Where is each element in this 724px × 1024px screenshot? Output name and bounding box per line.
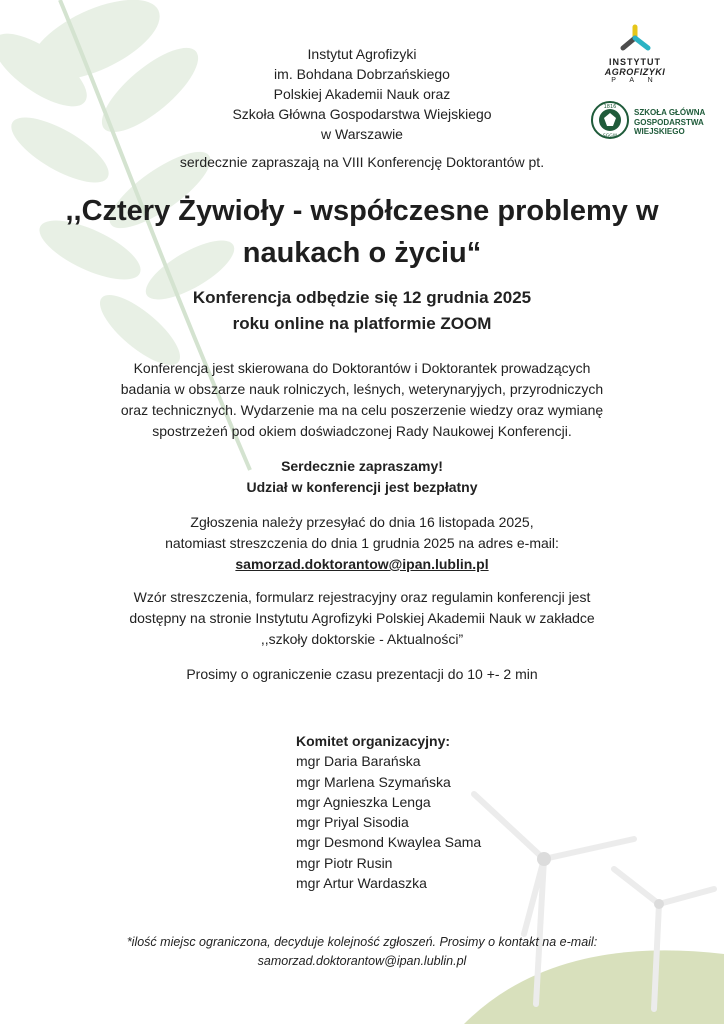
conference-title bbox=[0, 190, 724, 274]
conference-date bbox=[0, 285, 724, 337]
committee-member: mgr Desmond Kwaylea Sama bbox=[296, 834, 482, 851]
submissions-line: Zgłoszenia należy przesyłać do dnia 16 listopada 2025, bbox=[190, 514, 534, 530]
invitation-line: Serdecznie zapraszamy! bbox=[281, 458, 443, 474]
logo-line: INSTYTUT bbox=[609, 57, 661, 67]
contact-email-link[interactable]: samorzad.doktorantow@ipan.lublin.pl bbox=[235, 556, 489, 572]
header-line: w Warszawie bbox=[321, 126, 403, 142]
subtitle-line: roku online na platformie ZOOM bbox=[232, 314, 492, 333]
sggw-year: 1816 bbox=[603, 104, 617, 110]
materials-line: ,,szkoły doktorskie - Aktualności” bbox=[260, 631, 464, 647]
wind-turbines-decoration bbox=[464, 784, 724, 1024]
invitation-line: serdecznie zapraszają na VIII Konferencję Doktorantów pt. bbox=[179, 154, 545, 170]
logo-line: P A N bbox=[611, 77, 659, 84]
submissions-line: natomiast streszczenia do dnia 1 grudnia 2025 na adres e-mail: bbox=[165, 535, 559, 551]
agrofizyki-emblem-icon bbox=[615, 24, 655, 52]
materials-line: dostępny na stronie Instytutu Agrofizyki Polskiej Akademii Nauk w zakładce bbox=[129, 610, 595, 626]
footnote bbox=[0, 933, 724, 971]
organizing-committee bbox=[296, 731, 481, 893]
materials-paragraph bbox=[0, 587, 724, 650]
header-line: Polskiej Akademii Nauk oraz bbox=[273, 86, 451, 102]
committee-member: mgr Priyal Sisodia bbox=[296, 814, 409, 831]
sggw-name-line: WIEJSKIEGO bbox=[634, 127, 685, 136]
instytut-agrofizyki-logo bbox=[590, 24, 680, 84]
sggw-name bbox=[634, 108, 705, 137]
committee-member: mgr Agnieszka Lenga bbox=[296, 793, 431, 810]
subtitle-line: Konferencja odbędzie się 12 grudnia 2025 bbox=[192, 288, 532, 307]
committee-member: mgr Piotr Rusin bbox=[296, 854, 393, 871]
logo-line: AGROFIZYKI bbox=[604, 67, 666, 77]
invitation-line: Udział w konferencji jest bezpłatny bbox=[246, 479, 478, 495]
header-line: Szkoła Główna Gospodarstwa Wiejskiego bbox=[232, 106, 492, 122]
description-line: Konferencja jest skierowana do Doktorantów i Doktorantek prowadzących bbox=[133, 360, 591, 376]
sggw-seal-icon bbox=[590, 100, 630, 140]
description-line: oraz technicznych. Wydarzenie ma na celu poszerzenie wiedzy oraz wymianę bbox=[120, 402, 604, 418]
footnote-email: samorzad.doktorantow@ipan.lublin.pl bbox=[257, 954, 467, 968]
description-line: badania w obszarze nauk rolniczych, leśnych, weterynaryjych, przyrodniczych bbox=[120, 381, 604, 397]
description-paragraph bbox=[0, 358, 724, 442]
committee-member: mgr Daria Barańska bbox=[296, 753, 421, 770]
time-limit-note: Prosimy o ograniczenie czasu prezentacji do 10 +- 2 min bbox=[186, 666, 538, 682]
submissions-paragraph bbox=[0, 512, 724, 575]
materials-line: Wzór streszczenia, formularz rejestracyjny oraz regulamin konferencji jest bbox=[133, 589, 591, 605]
description-line: spostrzeżeń pod okiem doświadczonej Rady Naukowej Konferencji. bbox=[152, 423, 572, 439]
committee-member: mgr Marlena Szymańska bbox=[296, 773, 451, 790]
committee-heading: Komitet organizacyjny: bbox=[296, 733, 451, 749]
sggw-name-line: SZKOŁA GŁÓWNA bbox=[634, 108, 706, 117]
sggw-abbr: SGGW bbox=[602, 134, 618, 139]
header-line: Instytut Agrofizyki bbox=[307, 46, 417, 62]
invitation-paragraph bbox=[0, 456, 724, 498]
header-line: im. Bohdana Dobrzańskiego bbox=[274, 66, 450, 82]
title-line: ,,Cztery Żywioły - współczesne problemy w bbox=[65, 195, 659, 227]
sggw-name-line: GOSPODARSTWA bbox=[634, 117, 704, 127]
committee-member: mgr Artur Wardaszka bbox=[296, 875, 427, 892]
title-line: naukach o życiu“ bbox=[242, 237, 482, 269]
footnote-line: *ilość miejsc ograniczona, decyduje kolejność zgłoszeń. Prosimy o kontakt na e-mail: bbox=[126, 935, 598, 949]
sggw-logo bbox=[590, 100, 720, 140]
